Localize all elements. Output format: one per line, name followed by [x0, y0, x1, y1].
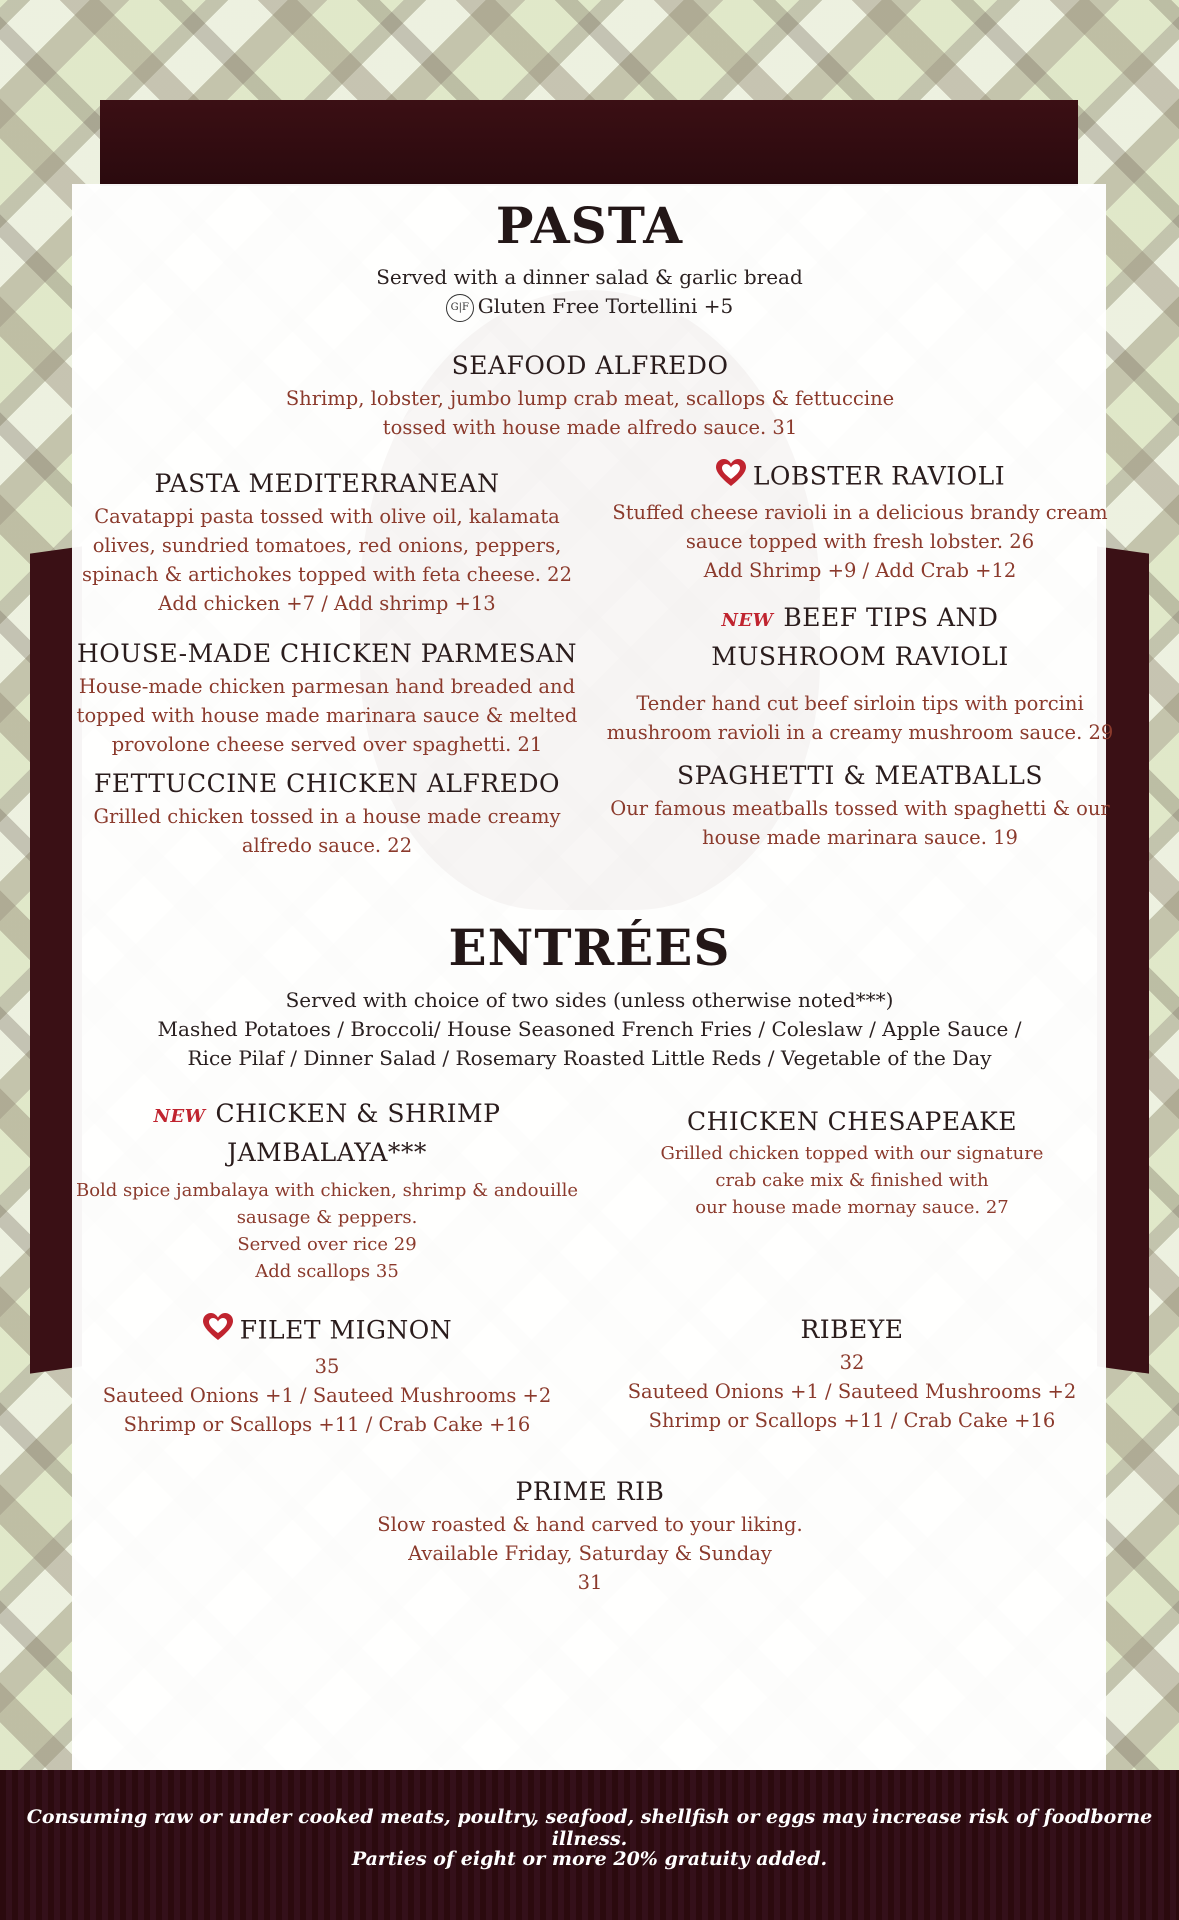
- menu-item-filet-mignon: [62, 1312, 592, 1439]
- gratuity-note: Parties of eight or more 20% gratuity added.: [351, 1848, 828, 1870]
- item-price: 35: [314, 1355, 340, 1378]
- item-description: Bold spice jambalaya with chicken, shrimp & andouille: [75, 1180, 579, 1201]
- menu-item-jambalaya: [62, 1096, 592, 1285]
- menu-item-pasta-mediterranean: [62, 466, 592, 618]
- item-description: alfredo sauce. 22: [241, 834, 413, 857]
- item-addons: Sauteed Onions +1 / Sauteed Mushrooms +2: [627, 1380, 1077, 1403]
- item-price: 31: [577, 1571, 603, 1594]
- sides-list: Mashed Potatoes / Broccoli/ House Seasoned French Fries / Coleslaw / Apple Sauce /: [157, 1017, 1022, 1041]
- item-title: NEW CHICKEN & SHRIMP: [153, 1099, 501, 1128]
- menu-item-fettuccine-alfredo: [62, 766, 592, 860]
- item-description: olives, sundried tomatoes, red onions, peppers,: [92, 534, 562, 557]
- header-bar: [100, 100, 1078, 186]
- item-description: topped with house made marinara sauce & melted: [76, 704, 578, 727]
- item-addons: Add Shrimp +9 / Add Crab +12: [703, 559, 1017, 582]
- pasta-heading: PASTA: [495, 196, 684, 255]
- item-title: MUSHROOM RAVIOLI: [711, 642, 1009, 671]
- item-addons: Sauteed Onions +1 / Sauteed Mushrooms +2: [102, 1384, 552, 1407]
- item-description: Grilled chicken tossed in a house made creamy: [93, 805, 561, 828]
- pasta-subtitle: Served with a dinner salad & garlic bread: [376, 265, 803, 289]
- menu-item-ribeye: [590, 1312, 1114, 1435]
- item-description: Our famous meatballs tossed with spaghetti & our: [610, 797, 1110, 820]
- item-description: mushroom ravioli in a creamy mushroom sauce. 29: [606, 721, 1114, 744]
- item-price: 32: [839, 1351, 865, 1374]
- menu-item-spaghetti-meatballs: [590, 758, 1130, 852]
- item-description: tossed with house made alfredo sauce. 31: [382, 416, 798, 439]
- item-description: sausage & peppers.: [236, 1207, 418, 1228]
- item-title: LOBSTER RAVIOLI: [590, 458, 1130, 498]
- item-description: Served over rice 29: [237, 1234, 417, 1255]
- item-addons: Shrimp or Scallops +11 / Crab Cake +16: [648, 1409, 1056, 1432]
- item-title: RIBEYE: [800, 1315, 904, 1344]
- new-badge: NEW: [721, 610, 774, 631]
- gluten-free-icon: G|F: [446, 294, 474, 322]
- entrees-heading: ENTRÉES: [448, 918, 731, 977]
- item-title: HOUSE-MADE CHICKEN PARMESAN: [76, 639, 578, 668]
- food-warning: Consuming raw or under cooked meats, poultry, seafood, shellfish or eggs may increase risk of foodborne illness.: [26, 1806, 1153, 1850]
- item-description: Grilled chicken topped with our signature: [660, 1143, 1044, 1164]
- item-description: sauce topped with fresh lobster. 26: [685, 530, 1035, 553]
- item-addons: Add chicken +7 / Add shrimp +13: [158, 592, 496, 615]
- menu-item-seafood-alfredo: [180, 348, 1000, 442]
- menu-item-chicken-chesapeake: [590, 1104, 1114, 1221]
- item-description: Shrimp, lobster, jumbo lump crab meat, scallops & fettuccine: [285, 387, 895, 410]
- item-title: FILET MIGNON: [62, 1312, 592, 1352]
- heart-icon: [715, 458, 747, 498]
- menu-item-prime-rib: [180, 1474, 1000, 1597]
- item-description: Cavatappi pasta tossed with olive oil, kalamata: [94, 505, 560, 528]
- item-description: spinach & artichokes topped with feta cheese. 22: [82, 563, 572, 586]
- item-title: SPAGHETTI & MEATBALLS: [676, 761, 1044, 790]
- menu-item-beef-tips: [590, 600, 1130, 747]
- menu-item-lobster-ravioli: [590, 458, 1130, 585]
- item-description: Tender hand cut beef sirloin tips with porcini: [636, 692, 1084, 715]
- item-description: Slow roasted & hand carved to your liking.: [377, 1513, 803, 1536]
- item-title: PRIME RIB: [515, 1477, 665, 1506]
- item-title: SEAFOOD ALFREDO: [451, 351, 729, 380]
- item-description: our house made mornay sauce. 27: [695, 1197, 1009, 1218]
- item-title: PASTA MEDITERRANEAN: [154, 469, 500, 498]
- item-title: JAMBALAYA***: [227, 1138, 427, 1167]
- item-description: provolone cheese served over spaghetti. 21: [111, 733, 543, 756]
- new-badge: NEW: [153, 1106, 206, 1127]
- item-addons: Add scallops 35: [255, 1261, 399, 1282]
- entrees-subtitle: Served with choice of two sides (unless otherwise noted***): [285, 988, 894, 1012]
- item-description: Stuffed cheese ravioli in a delicious brandy cream: [612, 501, 1108, 524]
- item-description: Available Friday, Saturday & Sunday: [408, 1542, 772, 1565]
- item-description: House-made chicken parmesan hand breaded and: [78, 675, 576, 698]
- menu-item-chicken-parmesan: [62, 636, 592, 759]
- item-title: CHICKEN CHESAPEAKE: [686, 1107, 1018, 1136]
- gluten-free-text: Gluten Free Tortellini +5: [477, 294, 734, 318]
- heart-icon: [202, 1312, 234, 1352]
- item-title: FETTUCCINE CHICKEN ALFREDO: [94, 769, 560, 798]
- item-addons: Shrimp or Scallops +11 / Crab Cake +16: [123, 1413, 531, 1436]
- item-description: crab cake mix & finished with: [715, 1170, 989, 1191]
- item-title: NEW BEEF TIPS AND: [721, 603, 999, 632]
- item-description: house made marinara sauce. 19: [702, 826, 1018, 849]
- gluten-free-note: [0, 292, 1179, 322]
- sides-list: Rice Pilaf / Dinner Salad / Rosemary Roasted Little Reds / Vegetable of the Day: [187, 1046, 992, 1070]
